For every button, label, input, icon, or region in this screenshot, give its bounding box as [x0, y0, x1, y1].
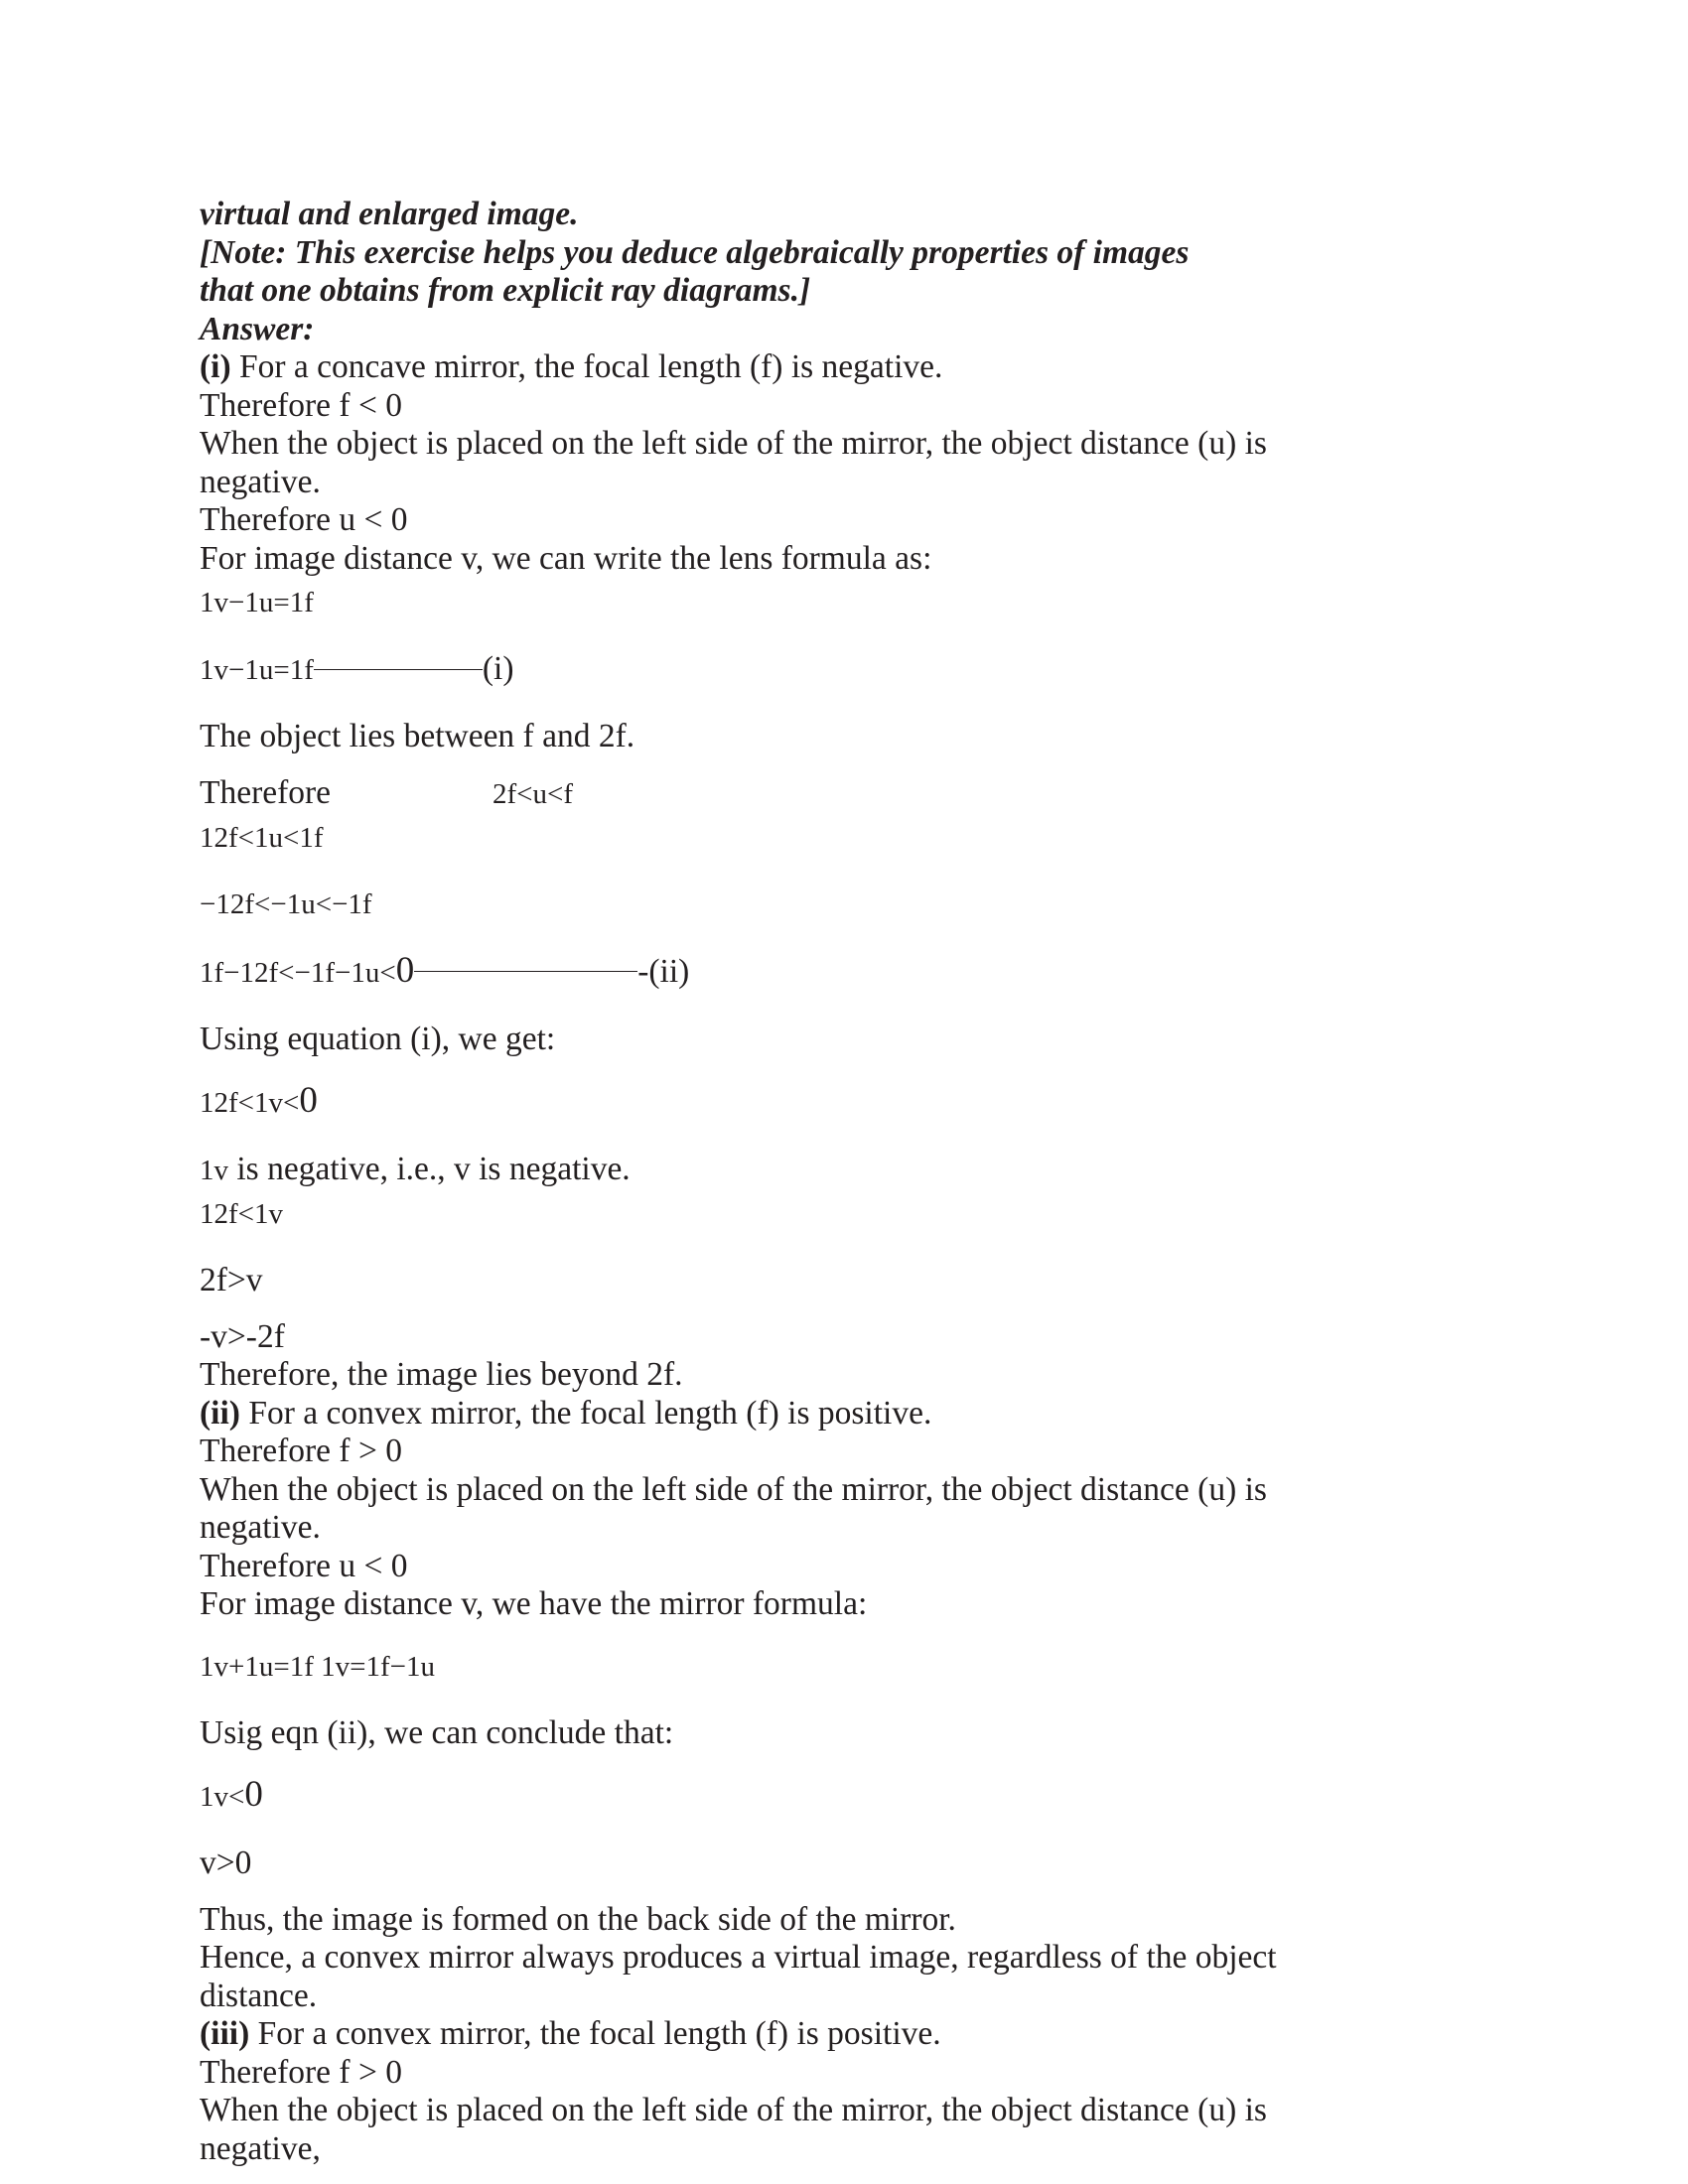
result-half-f: 12f<1v — [200, 1198, 284, 1230]
inequality-row — [200, 774, 1490, 813]
result-reciprocal-v-body: 12f<1v< — [200, 1087, 300, 1119]
result-zero: 0 — [244, 1774, 263, 1815]
part-ii-label: (ii) — [200, 1394, 240, 1432]
result-minus-v: -v>-2f — [200, 1317, 285, 1355]
part-iii-negative: negative, — [200, 2129, 321, 2167]
equation-i-tag: (i) — [482, 650, 514, 687]
image-beyond-2f: Therefore, the image lies beyond 2f. — [200, 1356, 683, 1393]
part-iii-intro — [200, 2015, 1490, 2054]
part-i-intro — [200, 348, 1490, 387]
part-iii-label: (iii) — [200, 2015, 250, 2052]
equation-divider — [314, 669, 483, 670]
inequality-negated: −12f<−1u<−1f — [200, 887, 372, 920]
result-zero: 0 — [299, 1080, 318, 1121]
document-page — [200, 196, 1490, 2168]
part-i-label: (i) — [200, 348, 231, 385]
equation-ii — [200, 949, 1490, 992]
convex-virtual-statement: Hence, a convex mirror always produces a virtual image, regardless of the object — [200, 1939, 1277, 1976]
inequality-reciprocal: 12f<1u<1f — [200, 821, 324, 854]
part-i-negative: negative. — [200, 463, 321, 500]
equation-i-body: 1v−1u=1f — [200, 654, 314, 686]
part-ii-u-negative: Therefore u < 0 — [200, 1547, 408, 1584]
v-negative-text: is negative, i.e., v is negative. — [228, 1151, 631, 1187]
part-i-u-negative: Therefore u < 0 — [200, 501, 408, 538]
result-v-reciprocal-body: 1v< — [200, 1781, 245, 1813]
part-i-text: For a concave mirror, the focal length (f) is negative. — [230, 348, 943, 385]
result-v-reciprocal-negative — [200, 1776, 1490, 1816]
equation-ii-body: 1f−12f<−1f−1u< — [200, 956, 396, 989]
part-ii-mirror-formula-intro: For image distance v, we have the mirror formula: — [200, 1585, 868, 1622]
equation-ii-tag: -(ii) — [637, 952, 690, 990]
equation-divider — [414, 971, 637, 972]
equation-lens-formula: 1v−1u=1f — [200, 587, 314, 618]
using-equation-ii: Usig eqn (ii), we can conclude that: — [200, 1713, 674, 1751]
v-reciprocal: 1v — [200, 1155, 228, 1186]
note-line-1: [Note: This exercise helps you deduce algebraically properties of images — [200, 233, 1190, 271]
equation-mirror-formula: 1v+1u=1f 1v=1f−1u — [200, 1650, 435, 1683]
part-iii-text: For a convex mirror, the focal length (f) is positive. — [249, 2015, 941, 2052]
answer-label: Answer: — [200, 310, 315, 347]
part-iii-object-left: When the object is placed on the left side of the mirror, the object distance (u) is — [200, 2092, 1267, 2128]
part-ii-text: For a convex mirror, the focal length (f) is positive. — [239, 1394, 932, 1432]
image-back-side: Thus, the image is formed on the back side of the mirror. — [200, 1900, 956, 1938]
therefore-word: Therefore — [200, 773, 332, 811]
inequality-u: 2f<u<f — [492, 777, 574, 810]
note-line-2: that one obtains from explicit ray diagrams.] — [200, 272, 811, 309]
part-ii-f-positive: Therefore f > 0 — [200, 1433, 402, 1469]
question-line: virtual and enlarged image. — [200, 196, 579, 232]
part-i-lens-formula-intro: For image distance v, we can write the lens formula as: — [200, 539, 932, 577]
part-iii-f-positive: Therefore f > 0 — [200, 2053, 402, 2091]
equation-i — [200, 650, 1490, 689]
part-i-f-negative: Therefore f < 0 — [200, 386, 402, 424]
result-2f-greater-v: 2f>v — [200, 1262, 263, 1298]
equation-ii-zero: 0 — [395, 949, 415, 991]
part-ii-intro — [200, 1395, 1490, 1433]
part-i-object-left: When the object is placed on the left side of the mirror, the object distance (u) is — [200, 425, 1267, 462]
result-reciprocal-v — [200, 1082, 1490, 1122]
part-ii-negative: negative. — [200, 1509, 321, 1546]
convex-virtual-distance: distance. — [200, 1977, 318, 2014]
part-i-object-between: The object lies between f and 2f. — [200, 718, 635, 754]
v-negative-statement — [200, 1151, 1490, 1189]
result-v-positive: v>0 — [200, 1844, 252, 1881]
using-equation-i: Using equation (i), we get: — [200, 1020, 556, 1057]
part-ii-object-left: When the object is placed on the left side of the mirror, the object distance (u) is — [200, 1470, 1267, 1508]
